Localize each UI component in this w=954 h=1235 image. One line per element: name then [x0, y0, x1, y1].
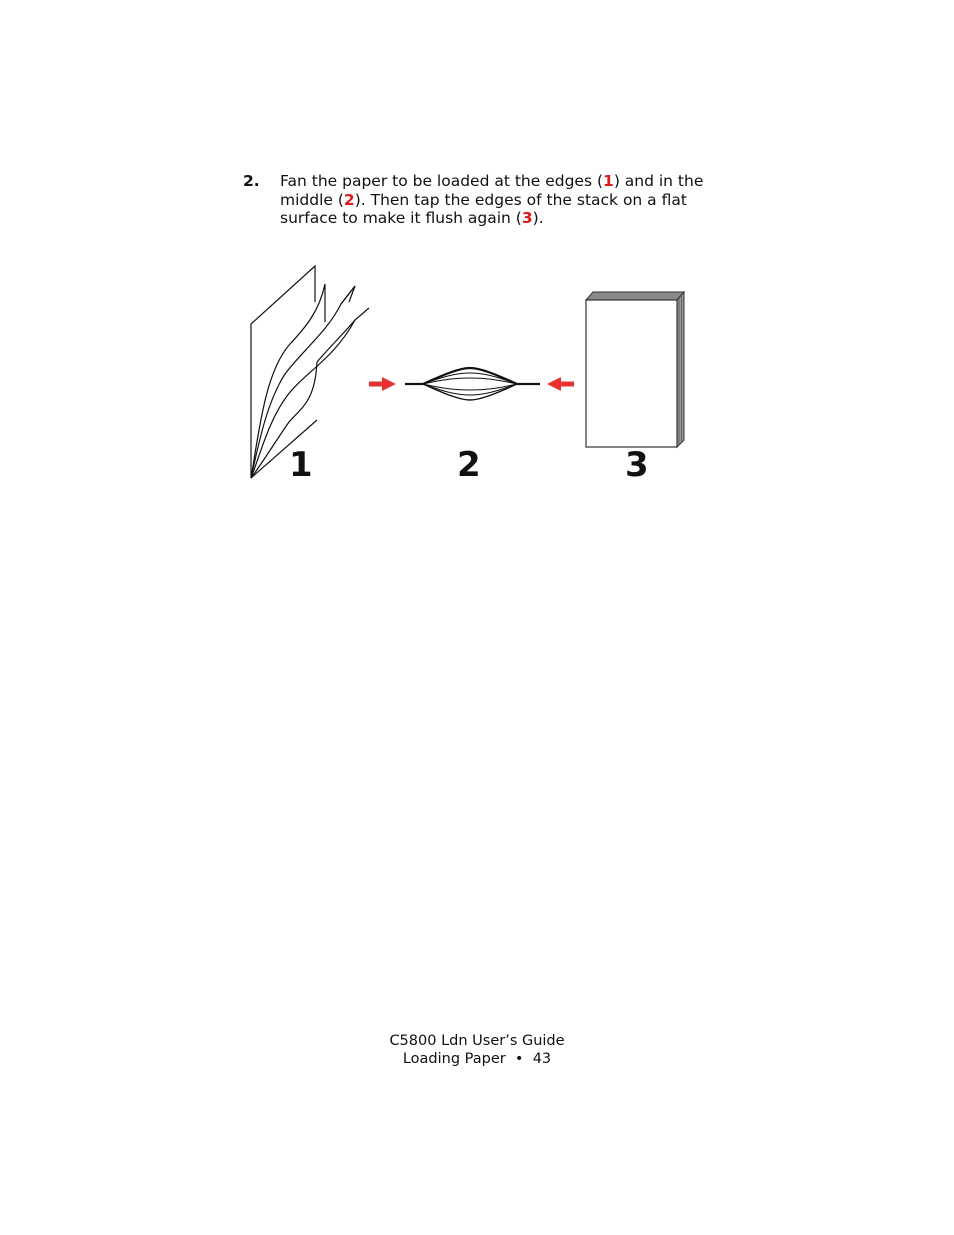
- ref-2: 2: [343, 190, 355, 209]
- panel-label-2: 2: [457, 445, 481, 484]
- footer-section-page: Loading Paper • 43: [402, 1050, 552, 1067]
- panel-label-1: 1: [289, 445, 313, 484]
- push-arrow-right-icon: [547, 377, 574, 391]
- push-arrow-left-icon: [369, 377, 396, 391]
- step-text: [280, 172, 725, 228]
- step-text-part-1: Fan the paper to be loaded at the edges (: [280, 172, 604, 190]
- footer-guide-title: C5800 Ldn User’s Guide: [389, 1033, 565, 1049]
- ref-3: 3: [521, 209, 533, 227]
- flexed-paper-graphic: [405, 368, 540, 400]
- panel-label-3: 3: [625, 445, 649, 484]
- step-text-part-2: ) and in the middle (: [280, 172, 704, 209]
- step-text-part-3: ). Then tap the edges of the stack on a flat surface to make it flush again (: [280, 190, 687, 227]
- page-footer: [0, 1033, 954, 1068]
- step-text-part-4: ).: [532, 209, 544, 227]
- paper-fanning-illustration: [245, 262, 695, 484]
- flush-paper-stack-graphic: [586, 292, 684, 447]
- ref-1: 1: [603, 172, 614, 190]
- step-number: 2.: [243, 172, 260, 190]
